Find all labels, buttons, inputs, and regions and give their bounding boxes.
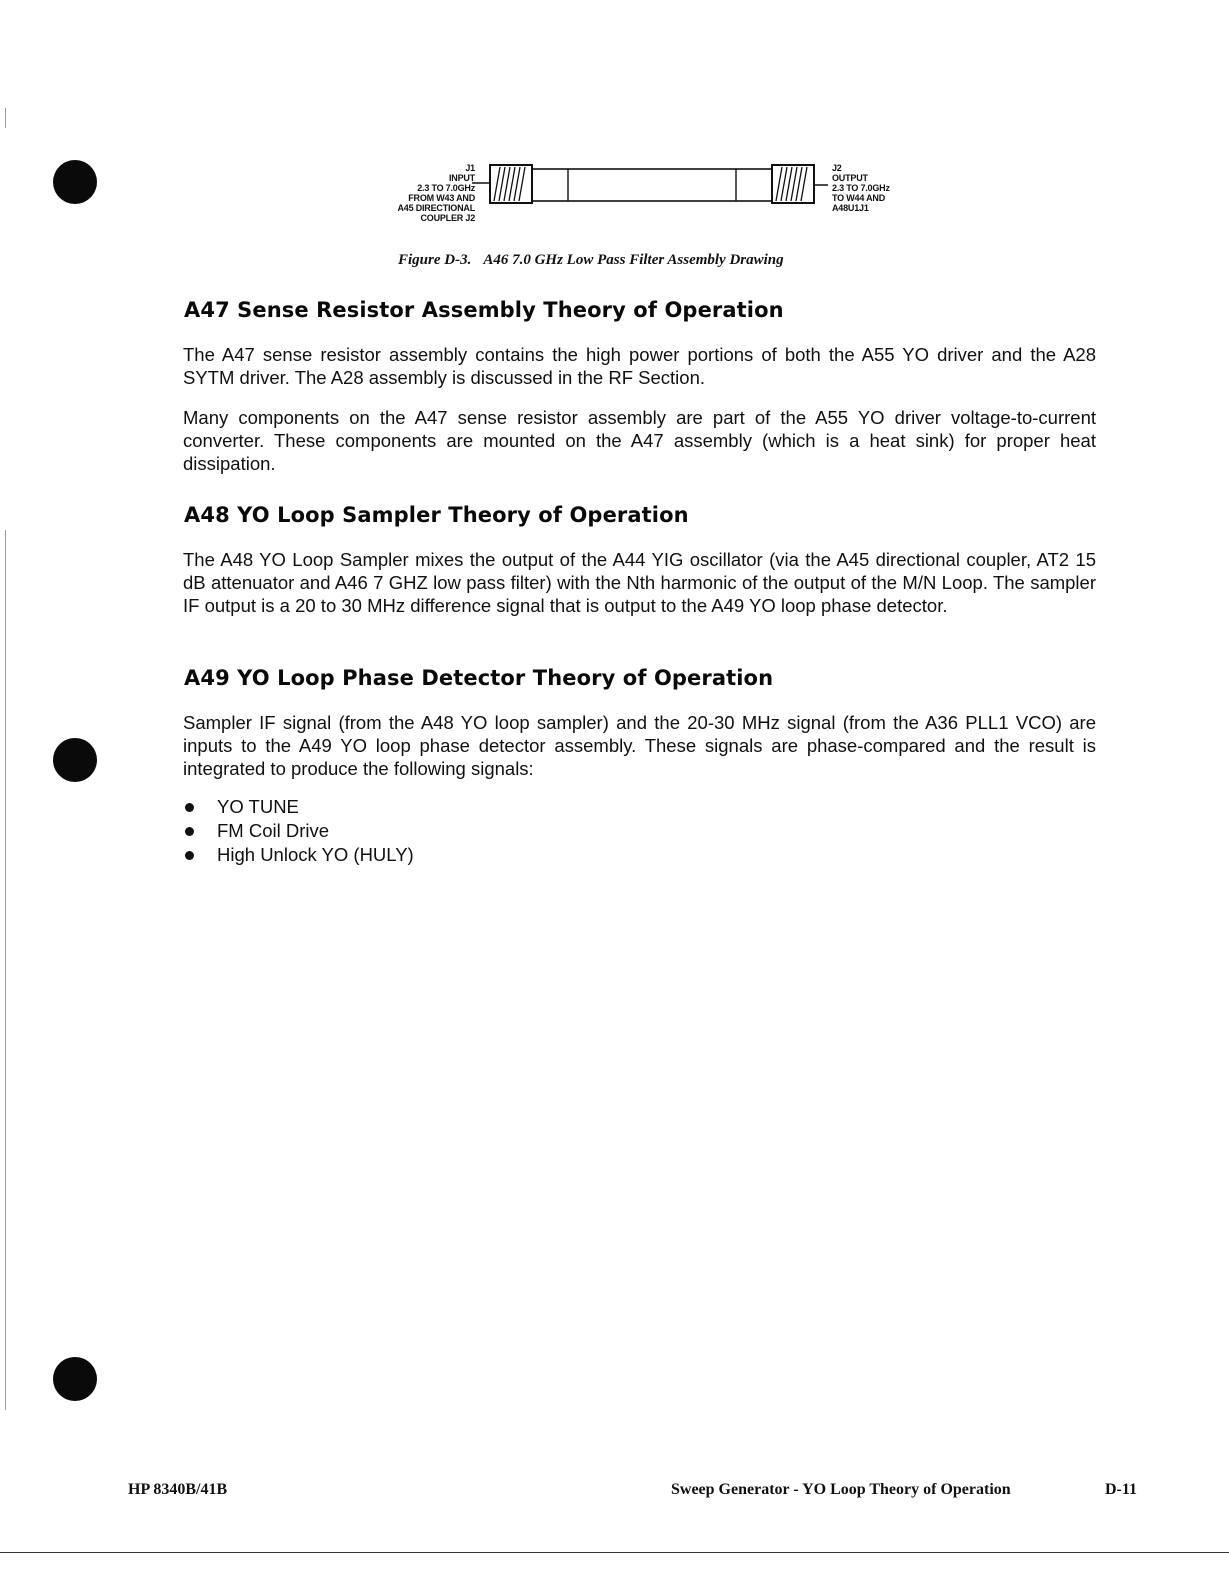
paragraph: The A48 YO Loop Sampler mixes the output of the A44 YIG oscillator (via the A45 directional coupler, AT2 15 dB attenuator and A46 7 GHZ low pass filter) with the Nth harmonic of the output of the M/N Loop. The sampler IF output is a 20 to 30 MHz difference signal that is output to the A49 YO loop phase detector.	[183, 549, 1096, 616]
section-heading-a47: A47 Sense Resistor Assembly Theory of Operation	[184, 298, 784, 322]
signal-list	[183, 795, 414, 867]
bullet-icon	[185, 803, 194, 812]
binder-hole-middle	[53, 738, 97, 782]
footer-model: HP 8340B/41B	[128, 1481, 228, 1498]
section-heading-a49: A49 YO Loop Phase Detector Theory of Operation	[184, 666, 774, 690]
section-heading-a48: A48 YO Loop Sampler Theory of Operation	[184, 503, 689, 527]
list-item: FM Coil Drive	[183, 819, 414, 843]
footer-section-title: Sweep Generator - YO Loop Theory of Operation	[671, 1481, 1011, 1498]
bullet-icon	[185, 827, 194, 836]
output-label: J2 OUTPUT 2.3 TO 7.0GHz TO W44 AND A48U1J1	[832, 163, 890, 213]
paragraph: Many components on the A47 sense resistor assembly are part of the A55 YO driver voltage-to-current converter. These components are mounted on the A47 assembly (which is a heat sink) for proper heat dissipation.	[183, 407, 1096, 474]
caption-number: Figure D-3.	[398, 252, 472, 268]
list-item: YO TUNE	[183, 795, 414, 819]
figure-caption	[398, 252, 784, 269]
bottom-rule	[0, 1552, 1229, 1553]
bullet-icon	[185, 851, 194, 860]
caption-title: A46 7.0 GHz Low Pass Filter Assembly Drawing	[483, 252, 784, 268]
list-item: High Unlock YO (HULY)	[183, 843, 414, 867]
binder-hole-bottom	[53, 1357, 97, 1401]
paragraph: The A47 sense resistor assembly contains the high power portions of both the A55 YO driver and the A28 SYTM driver. The A28 assembly is discussed in the RF Section.	[183, 344, 1096, 388]
binder-hole-top	[53, 160, 97, 204]
input-label: J1 INPUT 2.3 TO 7.0GHz FROM W43 AND A45 DIRECTIONAL COUPLER J2	[397, 163, 475, 223]
footer-page-number: D-11	[1105, 1481, 1137, 1498]
scan-edge-line	[5, 108, 6, 128]
scan-edge-line	[5, 530, 6, 1410]
paragraph: Sampler IF signal (from the A48 YO loop sampler) and the 20-30 MHz signal (from the A36 PLL1 VCO) are inputs to the A49 YO loop phase detector assembly. These signals are phase-compared and the result is integrated to produce the following signals:	[183, 712, 1096, 779]
filter-assembly-figure	[360, 155, 940, 230]
